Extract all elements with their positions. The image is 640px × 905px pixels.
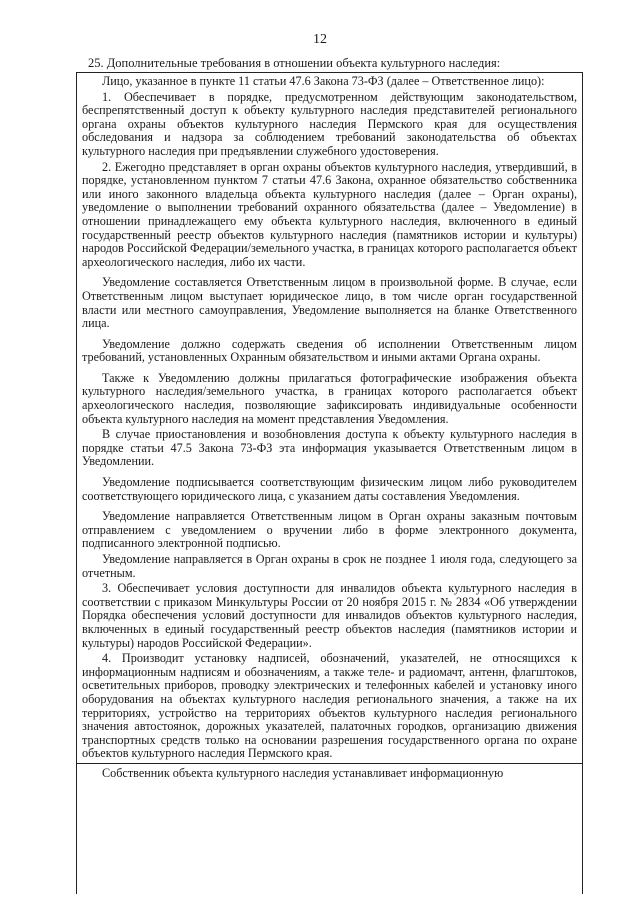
paragraph-item-1: 1. Обеспечивает в порядке, предусмотренном действующим законодательством, беспрепятственный доступ к объекту культурного наследия представителей регионального органа охраны объектов культурного наследия Пермского края для осуществления обследования и надзора за соблюдением требований законодательства об объектах культурного наследия при предъявлении служебного удостоверения. xyxy=(82,89,577,158)
paragraph-notice-deadline: Уведомление направляется в Орган охраны в срок не позднее 1 июля года, следующего за отчетным. xyxy=(82,552,577,580)
paragraph-notice-signature: Уведомление подписывается соответствующим физическим лицом либо руководителем соответствующего юридического лица, с указанием даты составления Уведомления. xyxy=(82,475,577,503)
paragraph-item-3: 3. Обеспечивает условия доступности для инвалидов объекта культурного наследия в соответствии с приказом Минкультуры России от 20 ноября 2015 г. № 2834 «Об утверждении Порядка обеспечения условий доступности для инвалидов объектов культурного наследия, включенных в единый государственный реестр объектов наследия (памятников истории и культуры) народов Российской Федерации». xyxy=(82,581,577,650)
paragraph-item-2: 2. Ежегодно представляет в орган охраны объектов культурного наследия, утвердивший, в порядке, установленном пунктом 7 статьи 47.6 Закона, охранное обязательство собственника или иного законного владельца объекта культурного наследия (далее – Орган охраны), уведомление о выполнении требований охранного обязательства (далее – Уведомление) в отношении принадлежащего ему объекта культурного наследия, включенного в единый государственный реестр объектов культурного наследия (памятников истории и культуры) народов Российской Федерации/земельного участка, в границах которого располагается объект археологического наследия, либо их части. xyxy=(82,159,577,269)
page-number: 12 xyxy=(313,32,327,47)
paragraph-notice-form: Уведомление составляется Ответственным лицом в произвольной форме. В случае, если Ответственным лицом выступает юридическое лицо, в том числе орган государственной власти или местного самоуправления, Уведомление выполняется на бланке Ответственного лица. xyxy=(82,275,577,331)
paragraph-notice-photos: Также к Уведомлению должны прилагаться фотографические изображения объекта культурного наследия/земельного участка, в границах которого располагается объект археологического наследия, позволяющие зафиксировать индивидуальные особенности объекта культурного наследия на момент представления Уведомления. xyxy=(82,370,577,426)
paragraph-notice-delivery: Уведомление направляется Ответственным лицом в Орган охраны заказным почтовым отправлением с уведомлением о вручении либо в форме электронного документа, подписанного электронной подписью. xyxy=(82,509,577,551)
paragraph-access-suspension: В случае приостановления и возобновления доступа к объекту культурного наследия в порядке статьи 47.5 Закона 73-ФЗ эта информация указывается Ответственным лицом в Уведомлении. xyxy=(82,427,577,469)
requirements-text-box xyxy=(76,72,583,894)
section-heading: 25. Дополнительные требования в отношении объекта культурного наследия: xyxy=(88,56,501,70)
paragraph-owner-info: Собственник объекта культурного наследия устанавливает информационную xyxy=(77,763,582,781)
paragraph-notice-content: Уведомление должно содержать сведения об исполнении Ответственным лицом требований, установленных Охранным обязательством и иными актами Органа охраны. xyxy=(82,336,577,365)
paragraph-item-4: 4. Производит установку надписей, обозначений, указателей, не относящихся к информационным надписям и обозначениям, а также теле- и радиомачт, антенн, флагштоков, осветительных приборов, проводку электрических и телефонных кабелей и установку иного оборудования на объектах культурного наследия регионального значения, а также на их территориях, устройство на территориях объектов культурного наследия регионального значения автостоянок, дорожных указателей, палаточных городков, организацию движения транспортных средств только на основании разрешения государственного органа по охране объектов культурного наследия Пермского края. xyxy=(82,651,577,761)
paragraph-intro: Лицо, указанное в пункте 11 статьи 47.6 Закона 73-ФЗ (далее – Ответственное лицо): xyxy=(102,74,545,88)
